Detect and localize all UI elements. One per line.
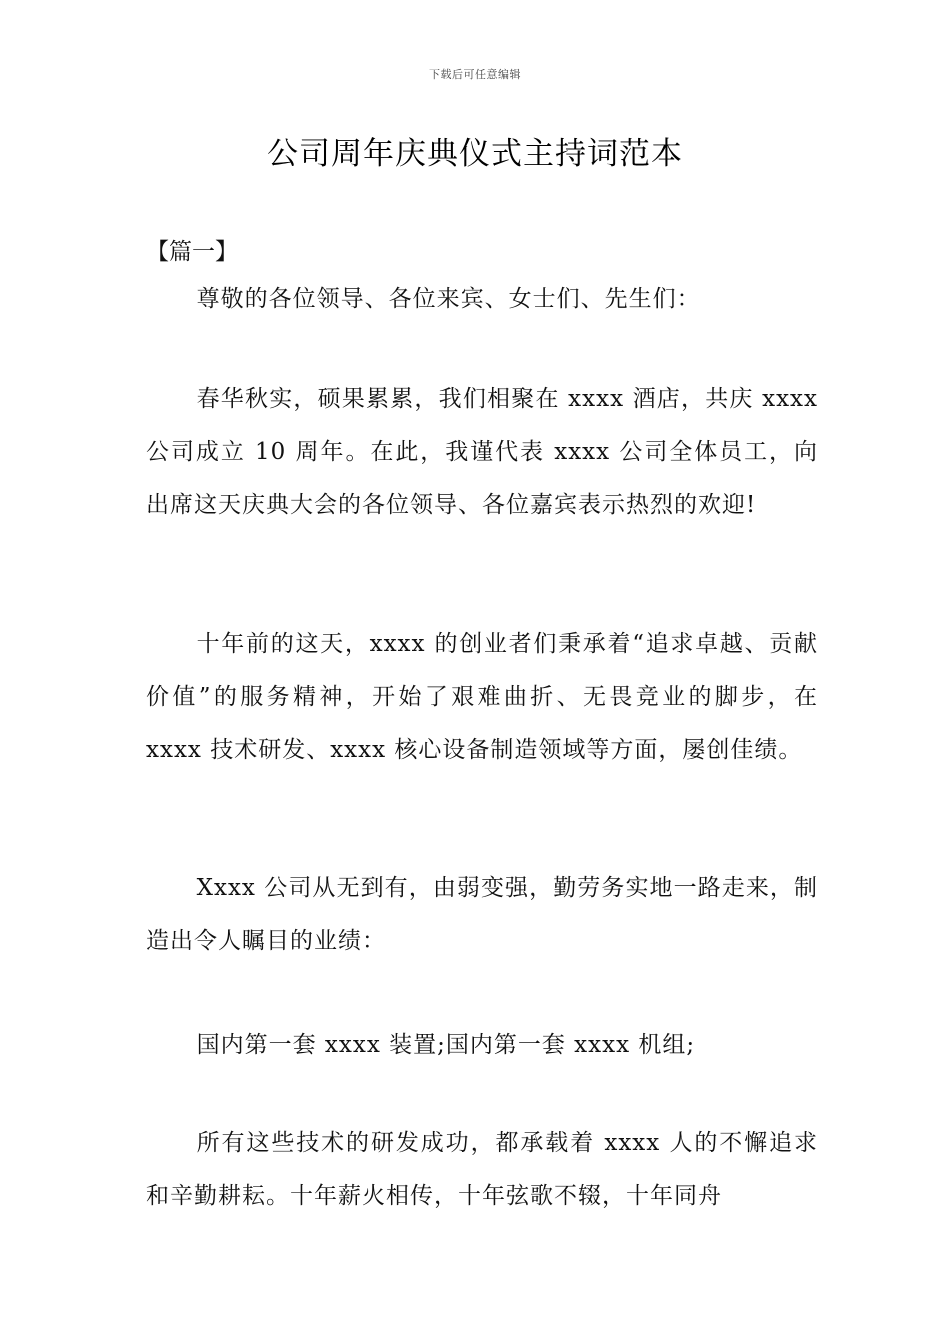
paragraph: 国内第一套 xxxx 装置;国内第一套 xxxx 机组; — [196, 1032, 696, 1058]
paragraph-greeting: 尊敬的各位领导、各位来宾、女士们、先生们： — [196, 286, 701, 312]
page-header-note: 下载后可任意编辑 — [429, 68, 521, 81]
paragraph: 所有这些技术的研发成功，都承载着 xxxx 人的不懈追求和辛勤耕耘。十年薪火相传，十年弦歌不辍，十年同舟 — [146, 1130, 818, 1209]
paragraph: Xxxx 公司从无到有，由弱变强，勤劳务实地一路走来，制造出令人瞩目的业绩： — [146, 875, 818, 954]
section-label: 【篇一】 — [146, 239, 238, 265]
paragraph: 十年前的这天，xxxx 的创业者们秉承着“追求卓越、贡献价值”的服务精神，开始了艰难曲折、无畏竞业的脚步，在 xxxx 技术研发、xxxx 核心设备制造领域等方面，屡创佳绩。 — [146, 631, 818, 763]
paragraph: 春华秋实，硕果累累，我们相聚在 xxxx 酒店，共庆 xxxx 公司成立 10 周年。在此，我谨代表 xxxx 公司全体员工，向出席这天庆典大会的各位领导、各位嘉宾表示热烈的欢迎! — [146, 386, 818, 518]
document-title: 公司周年庆典仪式主持词范本 — [267, 136, 683, 172]
